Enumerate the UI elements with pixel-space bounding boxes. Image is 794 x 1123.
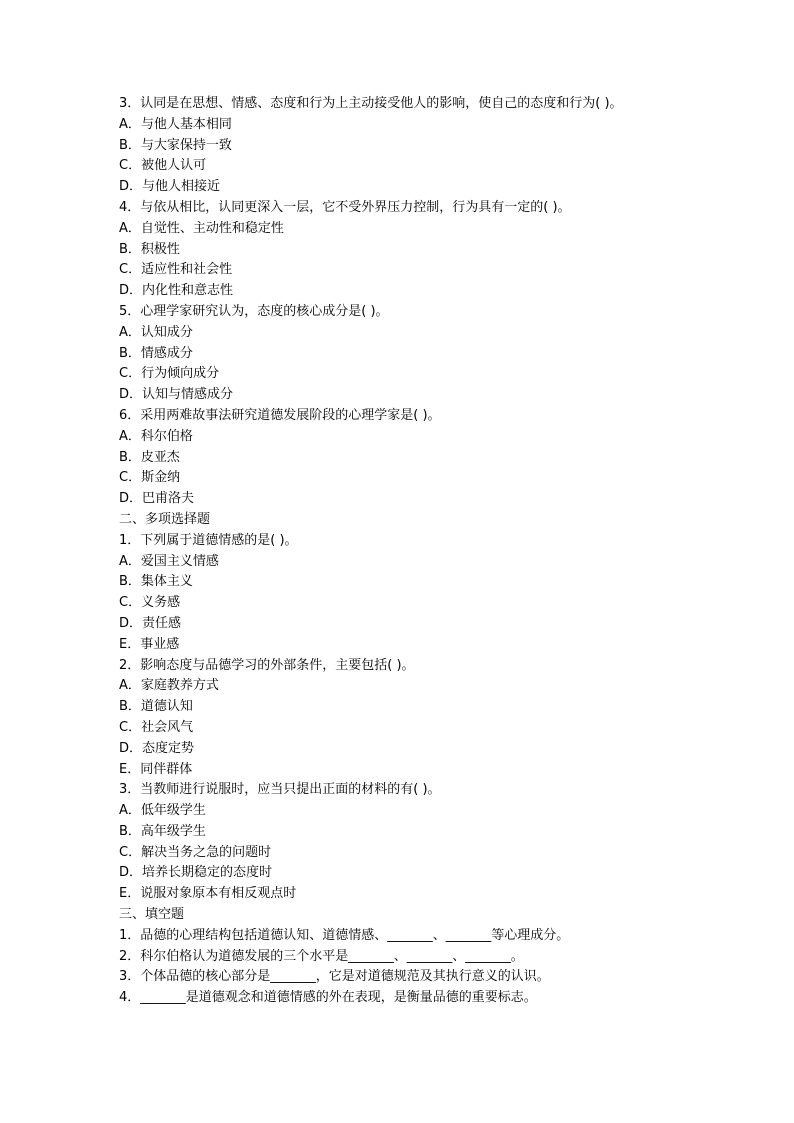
option-d: D．责任感 bbox=[119, 615, 182, 631]
mc-question-3-stem: 3．当教师进行说服时，应当只提出正面的材料的有( )。 bbox=[119, 782, 441, 798]
question-5-stem: 5．心理学家研究认为，态度的核心成分是( )。 bbox=[119, 303, 389, 319]
option-a: A．认知成分 bbox=[119, 324, 193, 340]
option-d: D．与他人相接近 bbox=[119, 179, 221, 195]
fill-question-3: 3．个体品德的核心部分是_______，它是对道德规范及其执行意义的认识。 bbox=[119, 969, 550, 985]
option-b: B．集体主义 bbox=[119, 574, 193, 590]
option-d: D．态度定势 bbox=[119, 740, 195, 756]
option-b: B．与大家保持一致 bbox=[119, 137, 232, 153]
option-d: D．内化性和意志性 bbox=[119, 283, 234, 299]
option-c: C．适应性和社会性 bbox=[119, 262, 233, 278]
option-d: D．认知与情感成分 bbox=[119, 387, 234, 403]
section-heading-multiple-choice: 二、多项选择题 bbox=[119, 511, 211, 527]
option-a: A．自觉性、主动性和稳定性 bbox=[119, 220, 284, 236]
option-d: D．巴甫洛夫 bbox=[119, 491, 195, 507]
option-a: A．科尔伯格 bbox=[119, 428, 193, 444]
option-b: B．积极性 bbox=[119, 241, 180, 257]
question-3-stem: 3．认同是在思想、情感、态度和行为上主动接受他人的影响，使自己的态度和行为( )。 bbox=[119, 96, 623, 111]
mc-question-1-stem: 1．下列属于道德情感的是( )。 bbox=[119, 532, 298, 548]
fill-question-4: 4．_______是道德观念和道德情感的外在表现，是衡量品德的重要标志。 bbox=[119, 990, 537, 1006]
option-c: C．斯金纳 bbox=[119, 470, 181, 486]
option-c: C．行为倾向成分 bbox=[119, 366, 220, 382]
option-a: A．低年级学生 bbox=[119, 803, 206, 819]
question-6-stem: 6．采用两难故事法研究道德发展阶段的心理学家是( )。 bbox=[119, 407, 441, 423]
section-heading-fill-in: 三、填空题 bbox=[119, 907, 185, 923]
option-b: B．情感成分 bbox=[119, 345, 193, 361]
option-a: A．家庭教养方式 bbox=[119, 678, 219, 694]
option-e: E．同伴群体 bbox=[119, 761, 193, 777]
option-d: D．培养长期稳定的态度时 bbox=[119, 865, 273, 881]
option-c: C．义务感 bbox=[119, 595, 181, 611]
option-b: B．皮亚杰 bbox=[119, 449, 180, 465]
document-page bbox=[119, 94, 759, 1009]
option-e: E．说服对象原本有相反观点时 bbox=[119, 886, 297, 902]
fill-question-1: 1．品德的心理结构包括道德认知、道德情感、_______、_______等心理成分。 bbox=[119, 927, 570, 943]
option-b: B．道德认知 bbox=[119, 699, 193, 715]
option-a: A．与他人基本相同 bbox=[119, 116, 232, 132]
option-c: C．被他人认可 bbox=[119, 158, 207, 174]
fill-question-2: 2．科尔伯格认为道德发展的三个水平是_______、_______、_______。 bbox=[119, 948, 524, 964]
option-e: E．事业感 bbox=[119, 636, 180, 652]
option-a: A．爱国主义情感 bbox=[119, 553, 219, 569]
option-c: C．社会风气 bbox=[119, 719, 194, 735]
option-b: B．高年级学生 bbox=[119, 823, 206, 839]
option-c: C．解决当务之急的问题时 bbox=[119, 844, 272, 860]
question-4-stem: 4．与依从相比，认同更深入一层，它不受外界压力控制，行为具有一定的( )。 bbox=[119, 199, 571, 215]
mc-question-2-stem: 2．影响态度与品德学习的外部条件，主要包括( )。 bbox=[119, 657, 415, 673]
